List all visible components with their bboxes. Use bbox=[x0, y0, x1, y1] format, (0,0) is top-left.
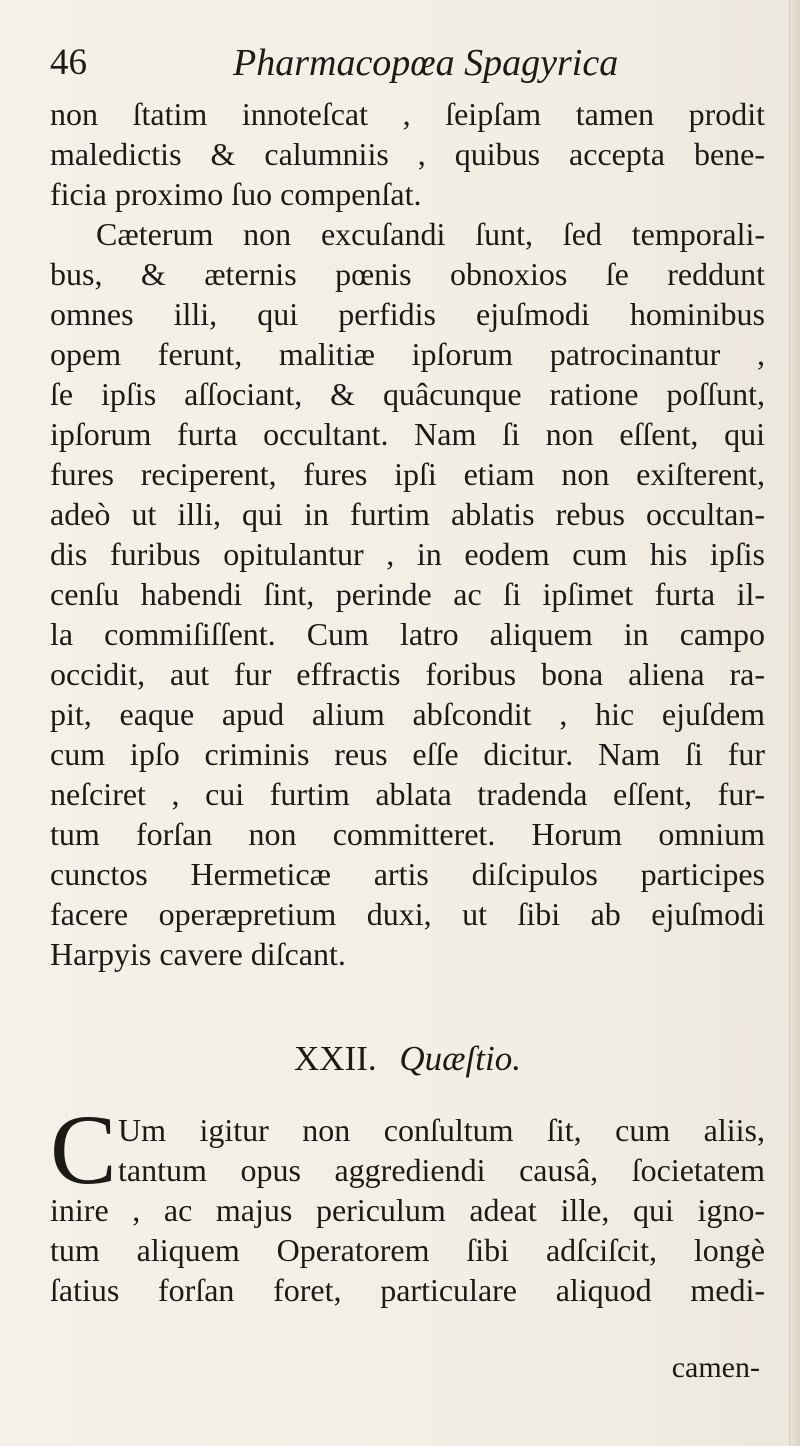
text-line: opem ferunt, malitiæ ipſorum patrocinantur , bbox=[50, 336, 765, 372]
text-line: Cæterum non excuſandi ſunt, ſed temporali- bbox=[96, 216, 765, 252]
section-text bbox=[50, 1110, 765, 1310]
text-line: adeò ut illi, qui in furtim ablatis rebus occultan- bbox=[50, 496, 765, 532]
text-line: bus, & æternis pœnis obnoxios ſe reddunt bbox=[50, 256, 765, 292]
text-line: la commiſiſſent. Cum latro aliquem in campo bbox=[50, 616, 765, 652]
text-line: tum forſan non committeret. Horum omnium bbox=[50, 816, 765, 852]
text-line: Um igitur non conſultum ſit, cum aliis, bbox=[118, 1112, 765, 1148]
text-line: cum ipſo criminis reus eſſe dicitur. Nam ſi fur bbox=[50, 736, 765, 772]
text-line: occidit, aut fur effractis foribus bona aliena ra- bbox=[50, 656, 765, 692]
text-line: Harpyis cavere diſcant. bbox=[50, 936, 346, 972]
text-line: maledictis & calumniis , quibus accepta bene- bbox=[50, 136, 765, 172]
section-title: Quæſtio. bbox=[399, 1039, 521, 1078]
running-title: Pharmacopœa Spagyrica bbox=[233, 42, 619, 84]
text-line: tum aliquem Operatorem ſibi adſciſcit, longè bbox=[50, 1232, 765, 1268]
body-text bbox=[50, 94, 765, 974]
text-line: pit, eaque apud alium abſcondit , hic ejuſdem bbox=[50, 696, 765, 732]
page-number: 46 bbox=[50, 42, 87, 83]
text-line: ſe ipſis aſſociant, & quâcunque ratione poſſunt, bbox=[50, 376, 765, 412]
text-line: ficia proximo ſuo compenſat. bbox=[50, 176, 422, 212]
text-line: facere operæpretium duxi, ut ſibi ab ejuſmodi bbox=[50, 896, 765, 932]
section-number: XXII. bbox=[294, 1039, 377, 1078]
text-line: tantum opus aggrediendi causâ, ſocietatem bbox=[118, 1152, 765, 1188]
text-line: ipſorum furta occultant. Nam ſi non eſſent, qui bbox=[50, 416, 765, 452]
text-line: ſatius forſan foret, particulare aliquod medi- bbox=[50, 1272, 765, 1308]
text-line: neſciret , cui furtim ablata tradenda eſſent, fur- bbox=[50, 776, 765, 812]
catchword: camen- bbox=[671, 1351, 760, 1384]
text-line: omnes illi, qui perfidis ejuſmodi hominibus bbox=[50, 296, 765, 332]
running-head bbox=[50, 38, 770, 88]
section-heading bbox=[50, 1034, 765, 1084]
text-line: fures reciperent, fures ipſi etiam non exiſterent, bbox=[50, 456, 765, 492]
page-edge bbox=[789, 0, 800, 1446]
section-body bbox=[50, 1094, 765, 1350]
text-line: dis furibus opitulantur , in eodem cum his ipſis bbox=[50, 536, 765, 572]
drop-cap: C bbox=[50, 1094, 117, 1205]
text-line: non ſtatim innoteſcat , ſeipſam tamen prodit bbox=[50, 96, 765, 132]
text-line: inire , ac majus periculum adeat ille, qui igno- bbox=[50, 1192, 765, 1228]
text-line: cenſu habendi ſint, perinde ac ſi ipſimet furta il- bbox=[50, 576, 765, 612]
text-line: cunctos Hermeticæ artis diſcipulos participes bbox=[50, 856, 765, 892]
